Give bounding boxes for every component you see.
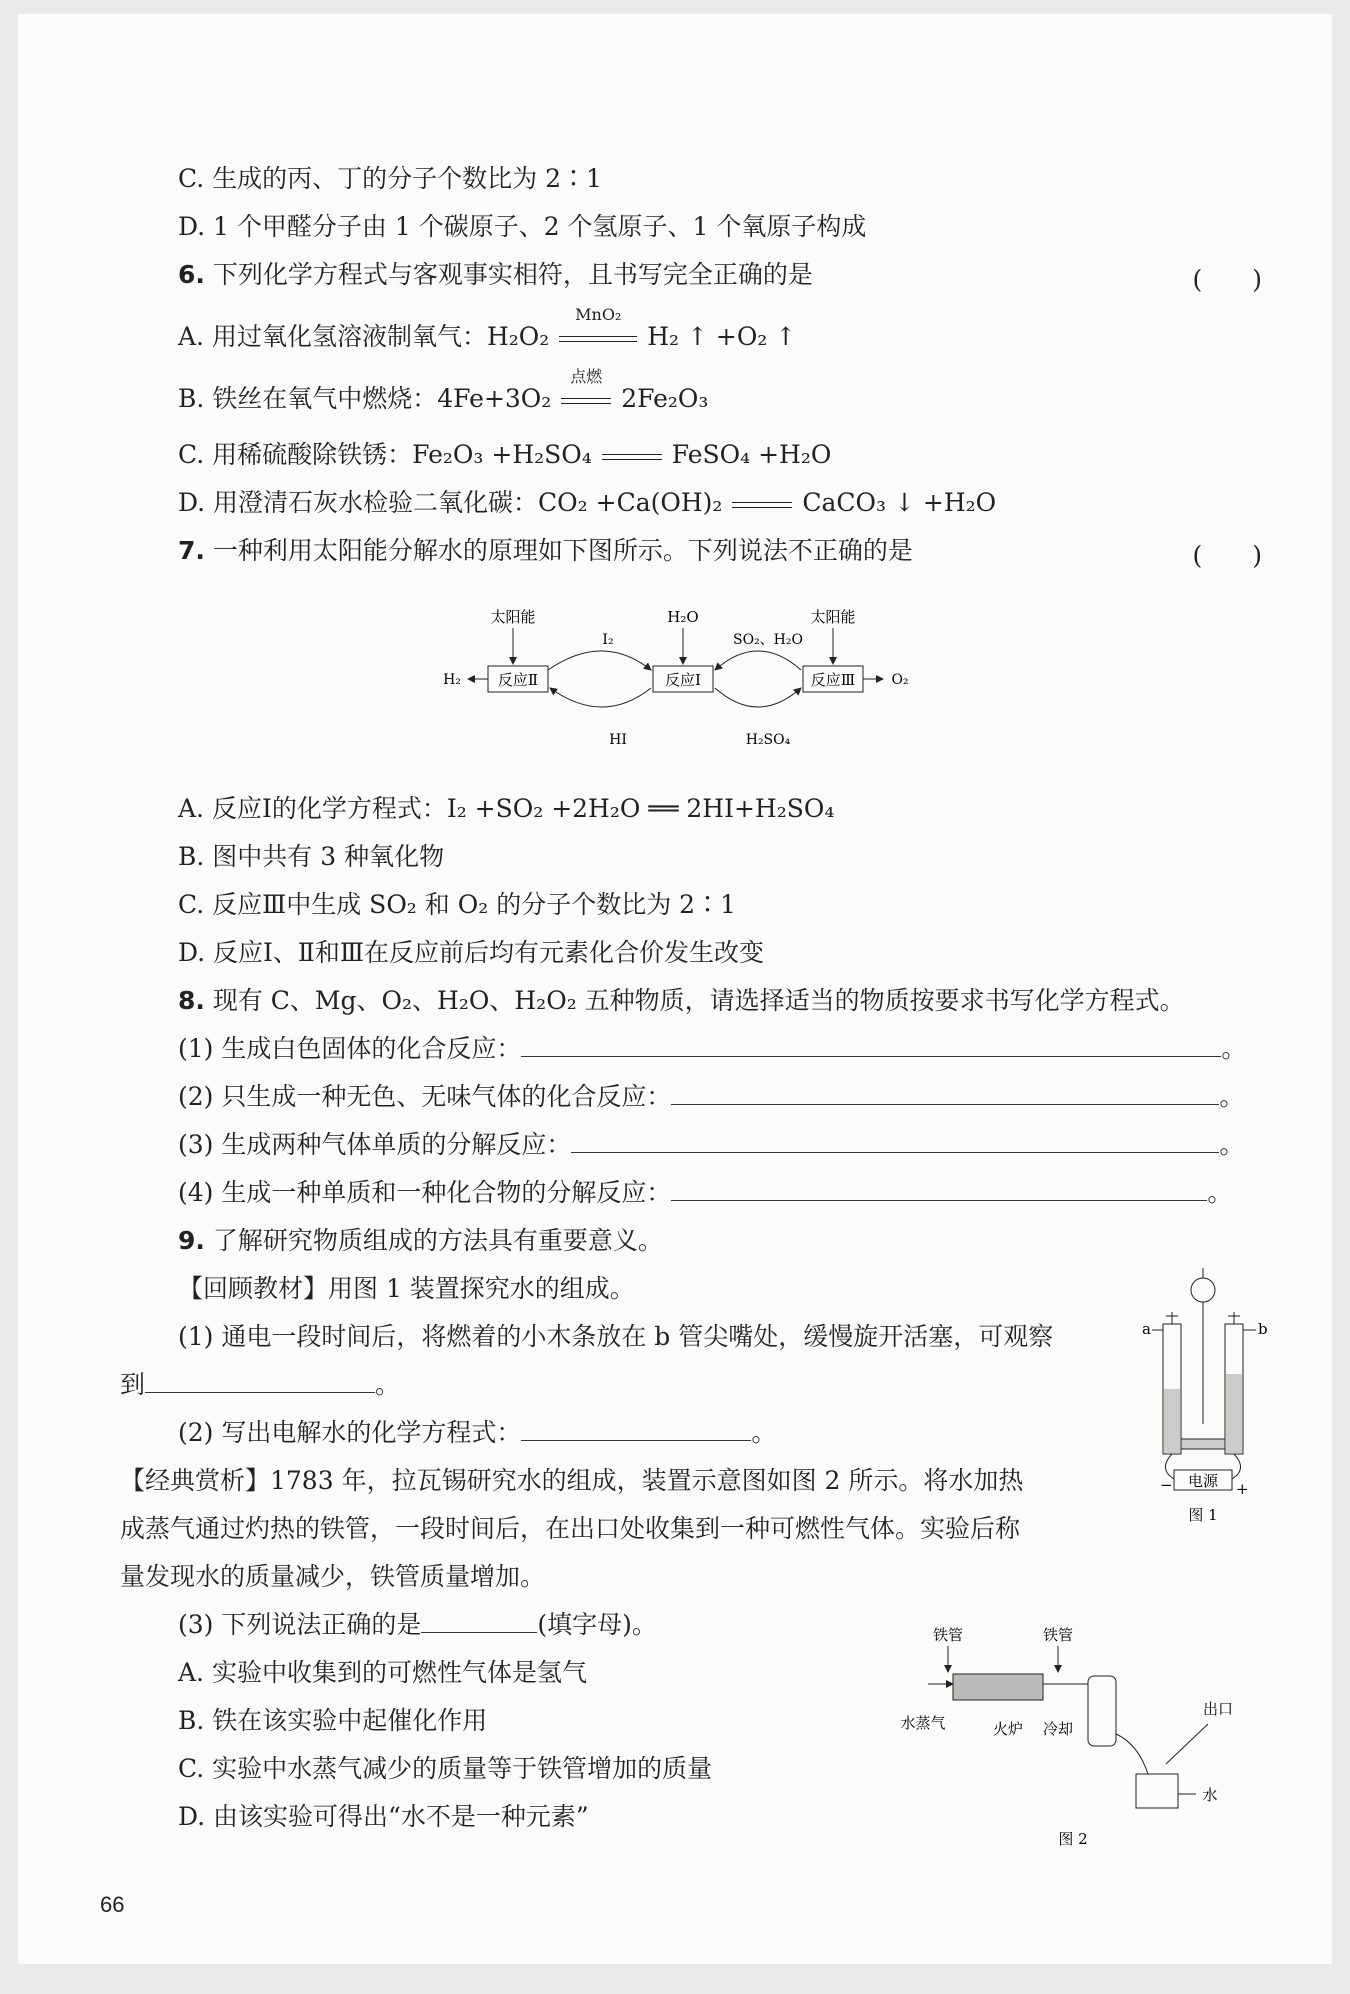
figure-2-caption: 图 2 — [1058, 1830, 1088, 1848]
period: 。 — [1207, 1178, 1233, 1207]
water-label: 水 — [1202, 1786, 1218, 1804]
page-number: 66 — [100, 1892, 125, 1917]
q9-option-c: C. 实验中水蒸气减少的质量等于铁管增加的质量 — [178, 1754, 713, 1783]
label-b: b — [1258, 1320, 1268, 1338]
q7-option-b: B. 图中共有 3 种氧化物 — [178, 842, 445, 871]
q9-option-a: A. 实验中收集到的可燃性气体是氢气 — [178, 1658, 587, 1687]
figure-1-electrolysis — [1128, 1254, 1278, 1524]
steam-label: 水蒸气 — [900, 1714, 946, 1732]
q9-sub-3 — [178, 1610, 657, 1640]
q9-classic-3: 量发现水的质量减少，铁管质量增加。 — [120, 1562, 546, 1591]
q6-option-a-right: H₂ ↑ +O₂ ↑ — [647, 322, 797, 351]
reaction-2-label: 反应Ⅱ — [497, 671, 539, 689]
q6-number: 6. — [178, 260, 205, 289]
label-a: a — [1142, 1320, 1151, 1338]
solar-label-2: 太阳能 — [810, 608, 856, 626]
period: 。 — [1219, 1082, 1245, 1111]
q9-classic-1: 【经典赏析】1783 年，拉瓦锡研究水的组成，装置示意图如图 2 所示。将水加热 — [120, 1466, 1024, 1495]
q8-number: 8. — [178, 986, 205, 1015]
q6-option-d — [178, 488, 996, 518]
equals-sign-icon — [732, 502, 792, 508]
q9-review: 【回顾教材】用图 1 装置探究水的组成。 — [178, 1274, 635, 1303]
o2-label: O₂ — [891, 672, 909, 688]
q9-option-d: D. 由该实验可得出“水不是一种元素” — [178, 1802, 589, 1831]
q8-sub-2 — [178, 1082, 1244, 1112]
q6-option-a-condition: MnO₂ — [575, 305, 622, 324]
q9-sub-3-text: (3) 下列说法正确的是 — [178, 1610, 422, 1639]
answer-blank[interactable] — [671, 1178, 1207, 1201]
q9-sub-2 — [178, 1418, 776, 1448]
answer-blank[interactable] — [145, 1370, 375, 1393]
funnel-bulb-icon — [1191, 1278, 1215, 1302]
q9-stem — [178, 1226, 663, 1256]
q6-option-b-eq — [559, 367, 613, 414]
i2-label: I₂ — [602, 632, 614, 648]
q8-sub-4 — [178, 1178, 1232, 1208]
answer-blank[interactable] — [421, 1610, 537, 1633]
answer-blank[interactable] — [571, 1130, 1219, 1153]
q6-option-a-eq — [557, 305, 639, 352]
q8-sub-3 — [178, 1130, 1244, 1160]
minus-label: − — [1160, 1476, 1173, 1494]
q9-sub-1a: (1) 通电一段时间后，将燃着的小木条放在 b 管尖嘴处，缓慢旋开活塞，可观察 — [178, 1322, 1054, 1351]
answer-blank[interactable] — [521, 1418, 751, 1441]
period: 。 — [1221, 1034, 1247, 1063]
q6-stem-text: 下列化学方程式与客观事实相符，且书写完全正确的是 — [212, 260, 813, 289]
q8-sub-1 — [178, 1034, 1246, 1064]
power-label: 电源 — [1187, 1472, 1219, 1490]
q8-sub-1-text: (1) 生成白色固体的化合反应： — [178, 1034, 522, 1063]
q6-stem — [178, 260, 813, 290]
period: 。 — [1219, 1130, 1245, 1159]
curve-arrow-icon — [715, 688, 801, 707]
q6-option-c — [178, 440, 831, 470]
q7-stem — [178, 536, 913, 566]
reaction-1-label: 反应Ⅰ — [665, 671, 701, 689]
period: 。 — [375, 1370, 401, 1399]
plus-label: + — [1236, 1480, 1249, 1498]
iron-tube-label-1: 铁管 — [932, 1626, 964, 1644]
equals-sign-icon — [561, 398, 611, 404]
q9-sub-1b-text: 到 — [120, 1370, 146, 1399]
q9-stem-text: 了解研究物质组成的方法具有重要意义。 — [212, 1226, 663, 1255]
answer-blank[interactable] — [521, 1034, 1221, 1057]
q7-option-c: C. 反应Ⅲ中生成 SO₂ 和 O₂ 的分子个数比为 2∶1 — [178, 890, 736, 919]
q8-stem — [178, 986, 1185, 1016]
iron-tube-label-2: 铁管 — [1042, 1626, 1074, 1644]
q5-option-d: D. 1 个甲醛分子由 1 个碳原子、2 个氢原子、1 个氧原子构成 — [178, 212, 867, 241]
hi-label: HI — [609, 732, 627, 748]
cooling-vessel — [1088, 1676, 1116, 1746]
q6-option-b-right: 2Fe₂O₃ — [621, 384, 709, 413]
q7-option-d: D. 反应Ⅰ、Ⅱ和Ⅲ在反应前后均有元素化合价发生改变 — [178, 938, 765, 967]
answer-blank[interactable] — [671, 1082, 1219, 1105]
q7-answer-paren: ( ) — [1192, 541, 1262, 570]
q6-option-d-left: D. 用澄清石灰水检验二氧化碳：CO₂ +Ca(OH)₂ — [178, 488, 723, 517]
so2-h2o-label: SO₂、H₂O — [733, 632, 803, 648]
h2so4-label: H₂SO₄ — [745, 732, 791, 748]
q7-number: 7. — [178, 536, 205, 565]
curve-arrow-icon — [715, 651, 801, 670]
outlet-label: 出口 — [1202, 1700, 1234, 1718]
q6-option-c-right: FeSO₄ +H₂O — [671, 440, 832, 469]
curve-arrow-icon — [550, 688, 651, 707]
q9-sub-3-hint: (填字母)。 — [537, 1610, 657, 1639]
h2-label: H₂ — [443, 672, 461, 688]
equals-sign-icon — [559, 336, 637, 342]
q6-option-a — [178, 305, 797, 352]
furnace-box — [953, 1674, 1043, 1700]
q8-sub-2-text: (2) 只生成一种无色、无味气体的化合反应： — [178, 1082, 672, 1111]
reaction-3-label: 反应Ⅲ — [810, 671, 856, 689]
q7-option-a: A. 反应Ⅰ的化学方程式：I₂ +SO₂ +2H₂O ══ 2HI+H₂SO₄ — [178, 794, 835, 823]
equals-sign-icon — [602, 454, 662, 460]
q5-option-c: C. 生成的丙、丁的分子个数比为 2∶1 — [178, 164, 602, 193]
h2o-label: H₂O — [667, 608, 699, 626]
q6-option-b-condition: 点燃 — [570, 367, 603, 386]
solar-water-splitting-diagram — [438, 604, 958, 764]
q6-option-b — [178, 367, 709, 414]
q6-option-a-left: A. 用过氧化氢溶液制氧气：H₂O₂ — [178, 322, 550, 351]
q9-option-b: B. 铁在该实验中起催化作用 — [178, 1706, 488, 1735]
q9-classic-2: 成蒸气通过灼热的铁管，一段时间后，在出口处收集到一种可燃性气体。实验后称 — [120, 1514, 1021, 1543]
figure-1-caption: 图 1 — [1188, 1506, 1218, 1524]
q8-sub-4-text: (4) 生成一种单质和一种化合物的分解反应： — [178, 1178, 672, 1207]
q6-option-b-left: B. 铁丝在氧气中燃烧：4Fe+3O₂ — [178, 384, 552, 413]
workbook-page — [18, 14, 1332, 1964]
period: 。 — [751, 1418, 777, 1447]
q8-stem-text: 现有 C、Mg、O₂、H₂O、H₂O₂ 五种物质，请选择适当的物质按要求书写化学方程式。 — [212, 986, 1185, 1015]
q6-option-c-left: C. 用稀硫酸除铁锈：Fe₂O₃ +H₂SO₄ — [178, 440, 592, 469]
q7-stem-text: 一种利用太阳能分解水的原理如下图所示。下列说法不正确的是 — [212, 536, 913, 565]
solar-label-1: 太阳能 — [490, 608, 536, 626]
q6-answer-paren: ( ) — [1192, 265, 1262, 294]
q9-sub-2-text: (2) 写出电解水的化学方程式： — [178, 1418, 522, 1447]
q6-option-d-right: CaCO₃ ↓ +H₂O — [802, 488, 997, 517]
furnace-label: 火炉 — [992, 1720, 1024, 1738]
curve-arrow-icon — [548, 651, 651, 670]
water-trough — [1136, 1774, 1178, 1808]
q8-sub-3-text: (3) 生成两种气体单质的分解反应： — [178, 1130, 572, 1159]
figure-2-lavoisier-apparatus — [878, 1624, 1278, 1854]
q9-number: 9. — [178, 1226, 205, 1255]
q9-sub-1b — [120, 1370, 400, 1400]
cooling-label: 冷却 — [1042, 1720, 1074, 1738]
